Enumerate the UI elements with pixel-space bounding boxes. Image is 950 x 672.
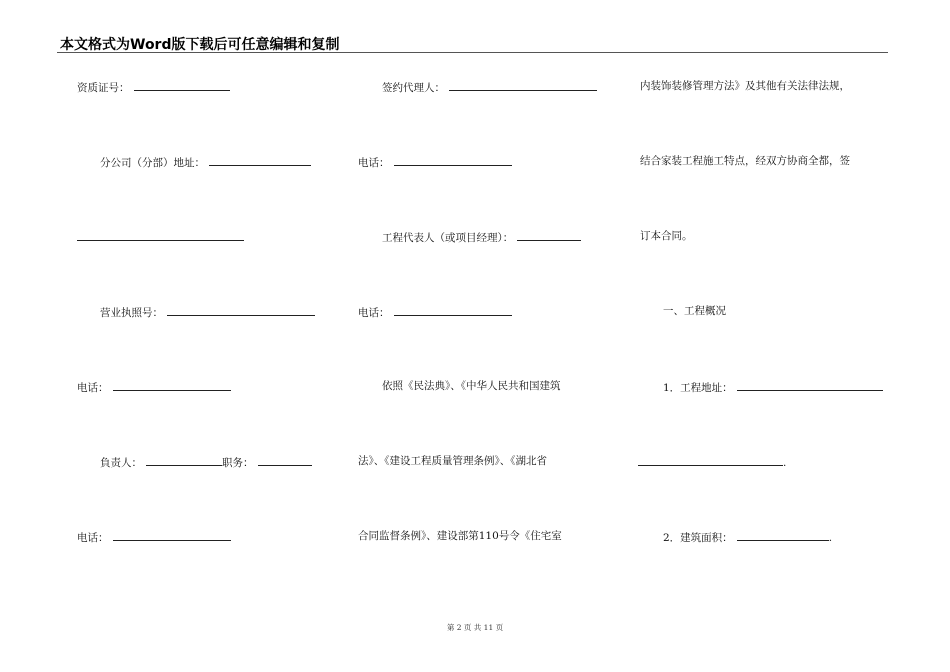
project-address-period: . — [783, 457, 787, 469]
business-license-field — [100, 304, 315, 320]
phone-blank — [113, 379, 231, 391]
legal-basis-paragraph-line: 法》、《建设工程质量管理条例》、《湖北省 — [358, 455, 547, 467]
manager-label: 負责人： — [100, 457, 142, 469]
project-address-continuation — [638, 454, 786, 470]
qualification-number-field — [77, 79, 230, 95]
engineering-representative-blank — [517, 229, 581, 241]
legal-basis-paragraph-line: 结合家装工程施工特点，经双方协商全都，签 — [640, 155, 850, 167]
legal-basis-paragraph-line: 合同监督条例》、建设部第110号令《住宅室 — [358, 530, 562, 542]
legal-basis-paragraph-line: 依照《民法典》、《中华人民共和国建筑 — [382, 380, 561, 392]
business-license-blank — [167, 304, 315, 316]
position-label: 职务： — [222, 457, 254, 469]
phone-label: 电话： — [77, 382, 109, 394]
engineering-representative-field — [382, 229, 581, 245]
building-area-label: 2．建筑面积： — [663, 532, 733, 544]
project-address-blank — [737, 379, 883, 391]
signing-agent-field — [382, 79, 597, 95]
page-number-footer: 第 2 页 共 11 页 — [446, 623, 504, 632]
qualification-number-label: 资质证号： — [77, 82, 130, 94]
phone-blank — [394, 154, 512, 166]
position-blank — [258, 454, 312, 466]
building-area-period: . — [828, 532, 833, 544]
section-heading-project-overview: 一、工程概况 — [663, 305, 726, 317]
project-address-continuation-blank — [638, 454, 783, 466]
legal-basis-paragraph-line: 内装饰装修管理方法》及其他有关法律法规， — [640, 80, 850, 92]
phone-field-col2-1 — [358, 154, 512, 170]
building-area-field — [663, 529, 832, 545]
building-area-blank — [737, 529, 829, 541]
phone-blank — [394, 304, 512, 316]
phone-label: 电话： — [358, 307, 390, 319]
branch-address-continuation — [77, 229, 244, 245]
phone-blank — [113, 529, 231, 541]
manager-blank — [146, 454, 222, 466]
phone-field-col1-1 — [77, 379, 231, 395]
qualification-number-blank — [134, 79, 230, 91]
signing-agent-label: 签约代理人： — [382, 82, 445, 94]
business-license-label: 营业执照号： — [100, 307, 163, 319]
signing-agent-blank — [449, 79, 597, 91]
document-header-title: 本文格式为Word版下载后可任意编辑和复制 — [60, 37, 340, 53]
project-address-field — [663, 379, 883, 395]
branch-address-continuation-blank — [77, 229, 244, 241]
legal-basis-paragraph-line: 订本合同。 — [640, 230, 693, 242]
branch-address-label: 分公司（分部）地址： — [100, 157, 205, 169]
header-divider — [57, 52, 888, 53]
manager-field — [100, 454, 312, 470]
phone-field-col2-2 — [358, 304, 512, 320]
phone-label: 电话： — [358, 157, 390, 169]
phone-field-col1-2 — [77, 529, 231, 545]
project-address-label: 1．工程地址： — [663, 382, 733, 394]
engineering-representative-label: 工程代表人（或项目经理）： — [382, 232, 514, 244]
phone-label: 电话： — [77, 532, 109, 544]
branch-address-blank — [209, 154, 311, 166]
branch-address-field — [100, 154, 311, 170]
